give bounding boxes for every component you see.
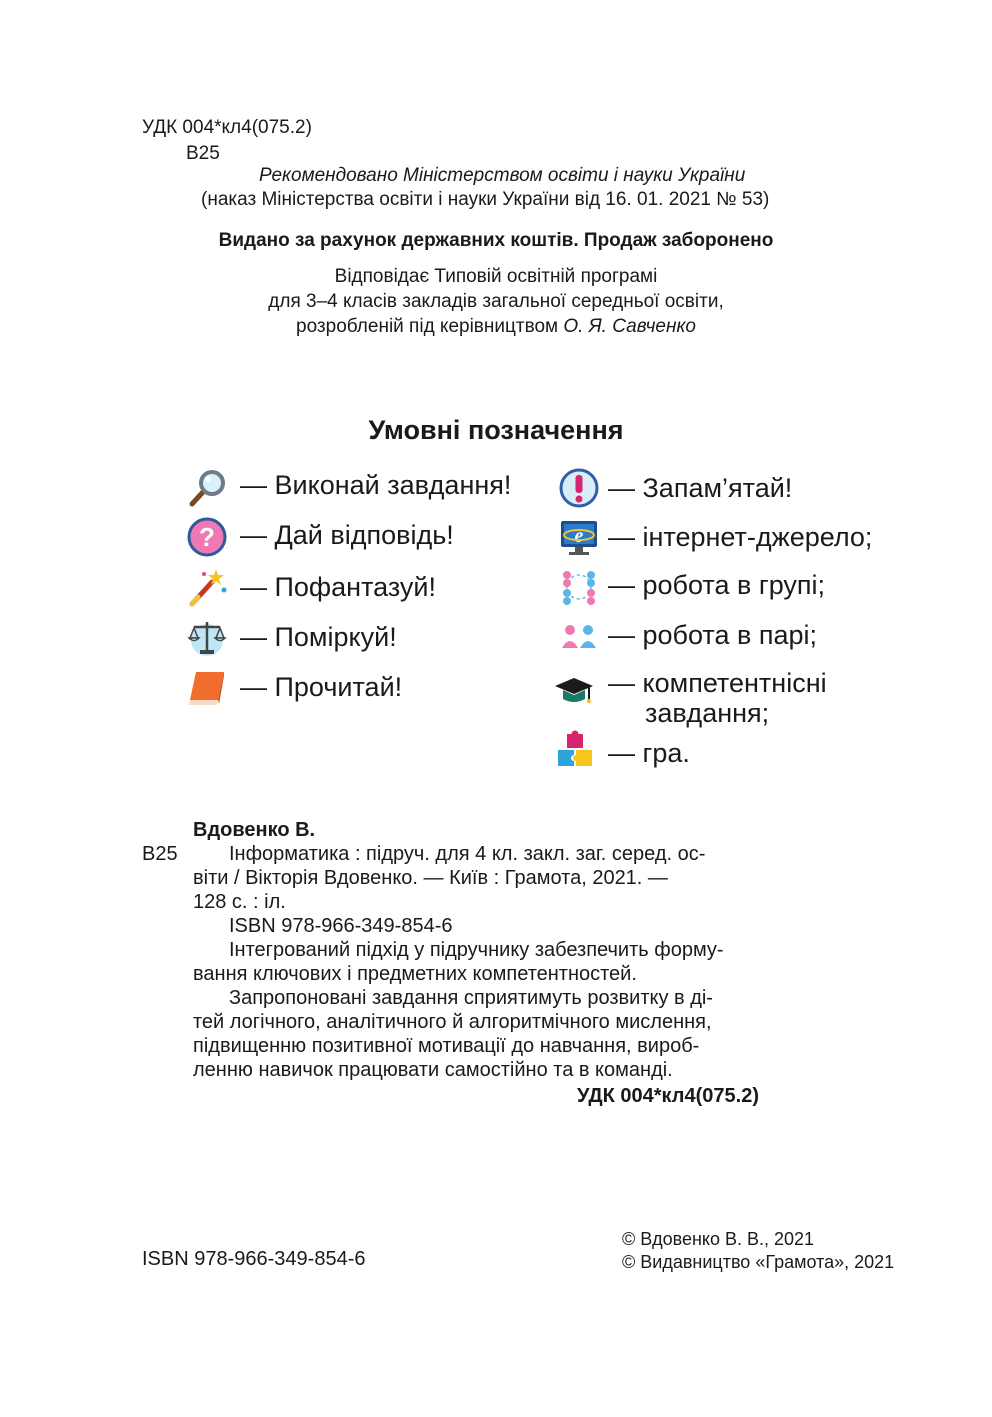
legend-item-game: — гра. [608,738,690,768]
program-author: О. Я. Савченко [563,316,696,337]
bib-udk: УДК 004*кл4(075.2) [576,1085,759,1107]
copyright-author: © Вдовенко В. В., 2021 [622,1229,815,1249]
bib-code: В25 [142,843,178,865]
bib-title-line-3: 128 с. : іл. [193,891,286,913]
bib-p2-line-4: ленню навичок працювати самостійно та в команді. [193,1059,673,1081]
legend-item-competence-tasks: — компетентнісні [608,668,827,698]
bib-title-line-2: віти / Вікторія Вдовенко. — Київ : Грамота, 2021. — [193,867,668,889]
copyright-publisher: © Видавництво «Грамота», 2021 [622,1252,895,1272]
funding-notice: Видано за рахунок державних коштів. Продаж заборонено [218,230,774,251]
question-icon [186,516,228,558]
bib-isbn: ISBN 978-966-349-854-6 [229,915,453,937]
group-work-icon [558,566,600,608]
bib-p2-line-3: підвищенню позитивної мотивації до навчання, вироб- [193,1035,700,1057]
program-line-2: для 3–4 класів закладів загальної середньої освіти, [268,291,724,312]
magic-wand-icon [186,566,228,608]
graduation-cap-icon [553,670,595,712]
ministry-recommendation: Рекомендовано Міністерством освіти і науки України [259,165,746,186]
magnifier-icon [186,467,228,509]
legend-item-answer: — Дай відповідь! [240,520,454,550]
puzzle-icon [556,730,598,772]
book-icon [186,666,228,708]
svg-text:e: e [574,525,584,547]
bib-p1-line-1: Інтегрований підхід у підручнику забезпечить форму- [229,939,724,961]
udk-code: УДК 004*кл4(075.2) [142,117,312,138]
bib-author: Вдовенко В. [193,819,316,841]
legend-item-complete-task: — Виконай завдання! [240,470,512,500]
legend-item-internet-source: — інтернет-джерело; [608,522,873,552]
program-line-3-prefix: розробленій під керівництвом [296,316,564,337]
bib-p2-line-1: Запропоновані завдання сприятимуть розвитку в ді- [229,987,713,1009]
bib-p2-line-2: тей логічного, аналітичного й алгоритмічного мислення, [193,1011,712,1033]
ministry-order: (наказ Міністерства освіти і науки України від 16. 01. 2021 № 53) [201,189,770,210]
legend-item-think: — Поміркуй! [240,622,397,652]
scales-icon [186,616,228,658]
program-line-1: Відповідає Типовій освітній програмі [334,266,658,287]
legend-item-read: — Прочитай! [240,672,403,702]
catalog-code: В25 [186,143,220,164]
svg-text:?: ? [199,522,215,552]
pair-work-icon [558,616,600,658]
legend-item-imagine: — Пофантазуй! [240,572,437,602]
bib-title-line-1: Інформатика : підруч. для 4 кл. закл. заг. серед. ос- [229,843,706,865]
legend-item-pair-work: — робота в парі; [608,620,817,650]
footer-isbn: ISBN 978-966-349-854-6 [142,1248,366,1270]
legend-item-competence-tasks-cont: завдання; [645,698,770,728]
legend-item-group-work: — робота в групі; [608,570,826,600]
internet-icon [558,516,600,558]
legend-title: Умовні позначення [368,415,624,445]
legend-item-remember: — Запам’ятай! [608,473,793,503]
exclamation-icon [558,467,600,509]
program-line-3 [0,315,992,339]
bib-p1-line-2: вання ключових і предметних компетентностей. [193,963,637,985]
